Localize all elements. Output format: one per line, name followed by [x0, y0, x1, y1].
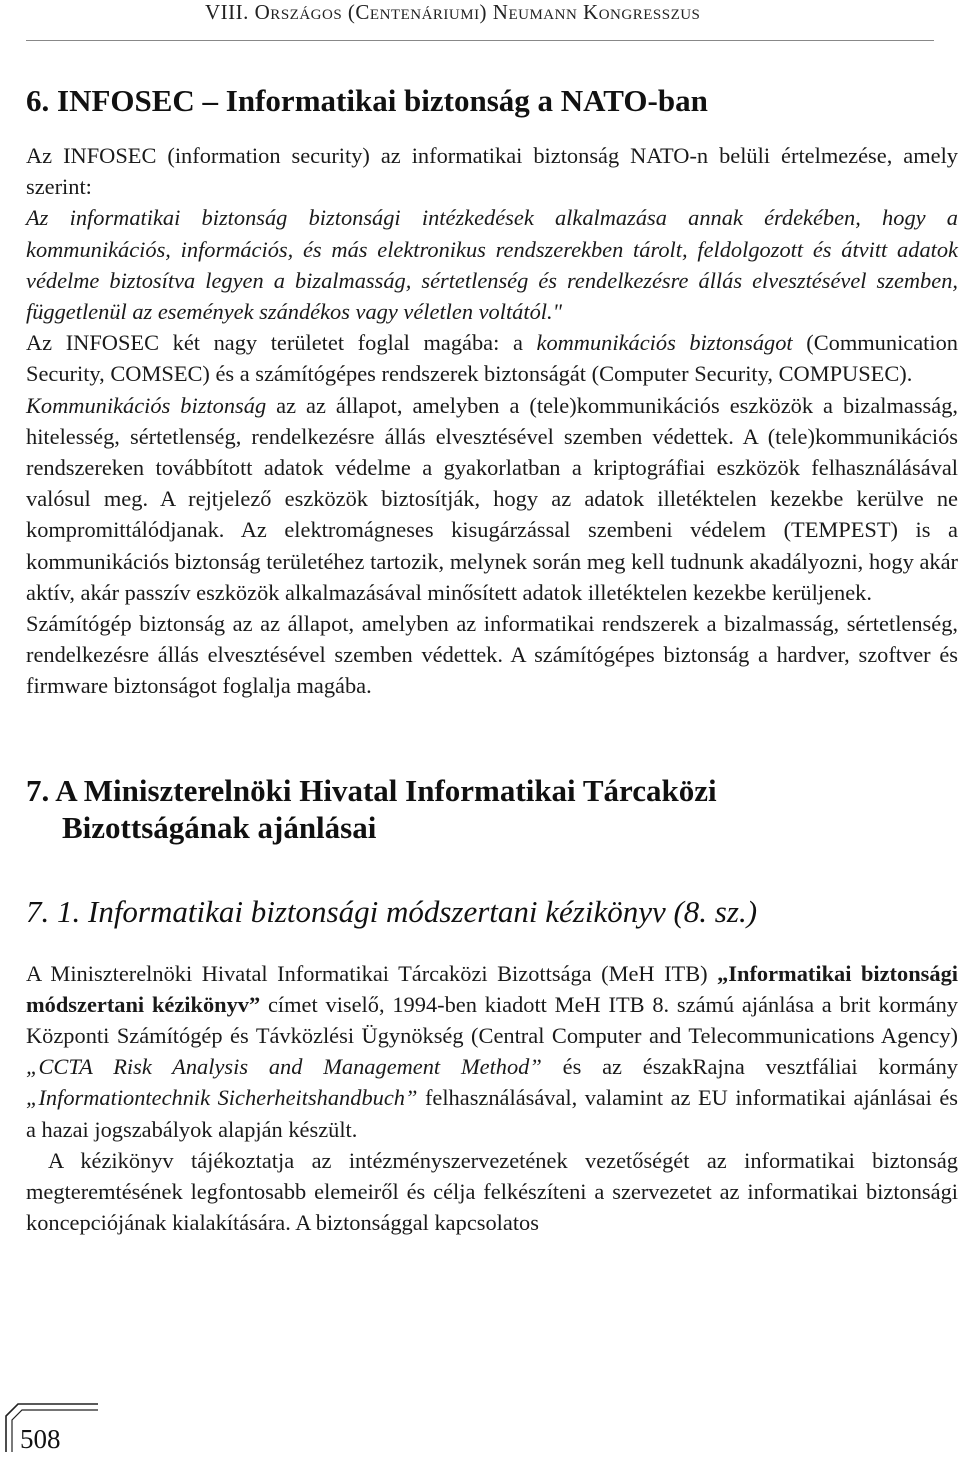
- page-body: [26, 84, 958, 1238]
- page-number: 508: [20, 1424, 61, 1454]
- ccta-method-title: „CCTA Risk Analysis and Management Method”: [26, 1054, 542, 1080]
- handbook-text-b: címet viselő, 1994-ben kiadott MeH ITB 8. számú ajánlása a brit kormány Központi Számítógép és Távközlési Ügynökség (Central Computer and Telecommunications Agency): [26, 991, 958, 1049]
- header-divider: [26, 40, 934, 41]
- running-header: VIII. Országos (Centenáriumi) Neumann Kongresszus: [205, 0, 701, 24]
- section-7-title-line2: Bizottságának ajánlásai: [62, 809, 377, 845]
- section-7-title-line1: 7. A Miniszterelnöki Hivatal Informatikai Tárcaközi: [26, 772, 717, 808]
- intro-text: Az INFOSEC (information security) az informatikai biztonság NATO-n belüli értelmezése, amely szerint:: [26, 143, 958, 200]
- compusec-paragraph: Számítógép biztonság az az állapot, amelyben az informatikai rendszerek a bizalmasság, sértetlenség, rendelkezésre állás elvesztésével szemben védettek. A számítógépes biztonság a hardver, szoftver és firmware biztonságot foglalja magába.: [26, 611, 958, 699]
- handbook-text-c: és az északRajna vesztfáliai kormány: [541, 1054, 958, 1080]
- infosec-areas-paragraph: [26, 327, 958, 389]
- section-7-title: [26, 772, 958, 846]
- section-6-intro: [26, 140, 958, 327]
- handbook-purpose-paragraph: A kézikönyv tájékoztatja az intézményszervezetének vezetőségét az informatikai biztonság megteremtésének legfontosabb elemeiről és célja felkészíteni a szervezetet az informatikai biztonsági koncepciójának kialakítására. A biztonsággal kapcsolatos: [26, 1147, 958, 1236]
- handbook-title-bold: „Informatikai biztonsági módszertani kézikönyv”: [26, 960, 958, 1017]
- comsec-term: Kommunikációs biztonság: [26, 392, 267, 418]
- handbook-paragraph: [26, 958, 958, 1145]
- areas-text-b: (Communication Security, COMSEC) és a számítógépes rendszerek biztonságát (Computer Security, COMPUSEC).: [26, 330, 958, 387]
- handbook-text-d: felhasználásával, valamint az EU informatikai ajánlásai és a hazai jogszabályok alapján készült.: [26, 1085, 958, 1142]
- comsec-text: az az állapot, amelyben a (tele)kommunikációs eszközök a bizalmasság, hitelesség, sértetlenség, rendelkezésre állás elvesztésével szemben védettek. A (tele)kommunikációs rendszereken továbbított adatok védelme a gyakorlatban a kriptográfiai eszközök felhasználásával valósul meg. A rejtjelező eszközök biztosítják, hogy az adatok illetéktelen kezekbe kerülve ne kompromittálódjanak. Az elektromágneses kisugárzással szembeni védelem (TEMPEST) is a kommunikációs biztonság területéhez tartozik, melynek során meg kell tudnunk akadályozni, hogy akár aktív, akár passzív eszközök alkalmazásával minősített adatok illetéktelen kezekbe kerüljenek.: [26, 392, 958, 605]
- subsection-7-1-title: 7. 1. Informatikai biztonsági módszertani kézikönyv (8. sz.): [26, 893, 758, 929]
- areas-text-a: Az INFOSEC két nagy területet foglal magába: a: [26, 330, 537, 356]
- section-6-title: 6. INFOSEC – Informatikai biztonság a NATO-ban: [26, 83, 708, 118]
- areas-text-italic: kommunikációs biztonságot: [536, 330, 793, 356]
- comsec-paragraph: [26, 390, 958, 608]
- handbook-text-a: A Miniszterelnöki Hivatal Informatikai Tárcaközi Bizottsága (MeH ITB): [26, 960, 718, 986]
- infosec-definition-quote: Az informatikai biztonság biztonsági intézkedések alkalmazása annak érdekében, hogy a kommunikációs, információs, és más elektronikus rendszerekben tárolt, feldolgozott és átvitt adatok védelme biztosítva legyen a bizalmasság, sértetlenség és rendelkezésre állás elvesztésével szemben, függetlenül az események szándékos vagy véletlen voltától.": [26, 205, 958, 325]
- sicherheitshandbuch-title: „Informationtechnik Sicherheitshandbuch”: [26, 1085, 418, 1111]
